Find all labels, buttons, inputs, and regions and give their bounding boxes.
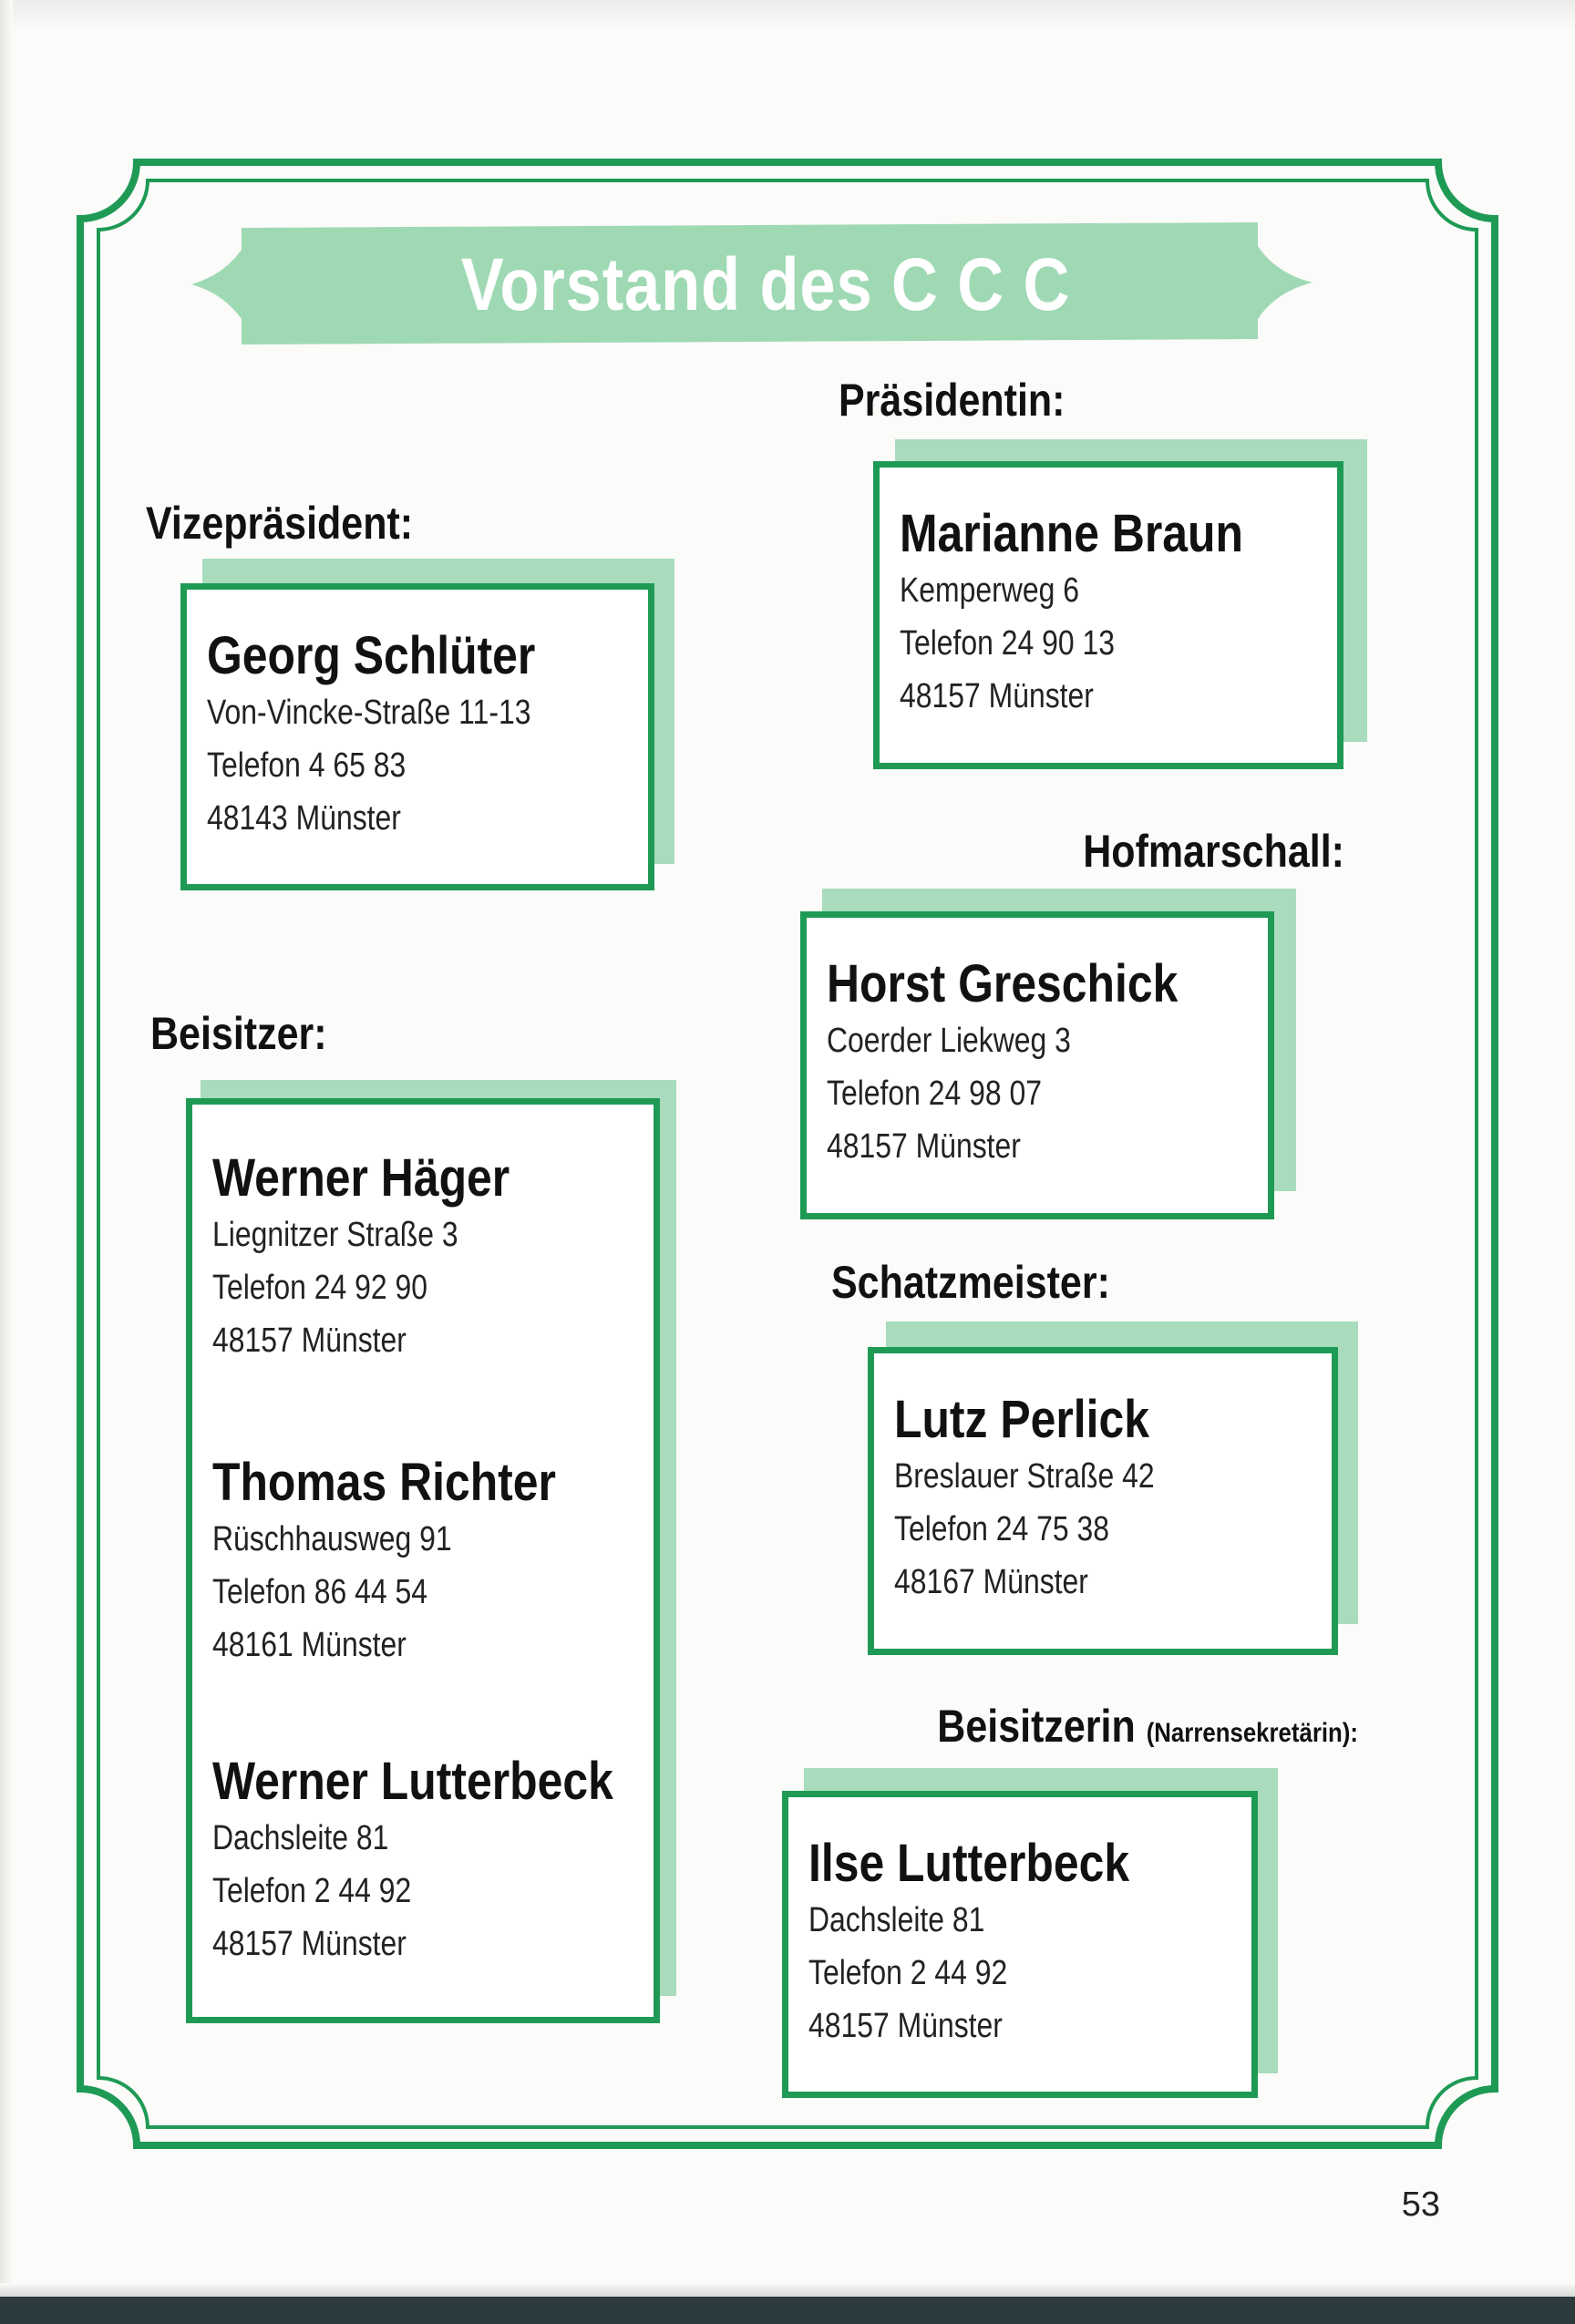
page-number: 53 xyxy=(1401,2185,1440,2224)
card-hofmarschall xyxy=(800,911,1274,1219)
person-phone: Telefon 24 90 13 xyxy=(900,624,1116,663)
role-schatzmeister: Schatzmeister: xyxy=(831,1257,1110,1308)
person-name: Marianne Braun xyxy=(900,504,1243,563)
person-phone: Telefon 24 92 90 xyxy=(212,1269,428,1307)
person-entry xyxy=(212,1752,678,1970)
role-beisitzerin-note: (Narrensekretärin): xyxy=(1146,1718,1358,1748)
role-beisitzerin-label: Beisitzerin xyxy=(937,1701,1136,1752)
person-entry xyxy=(808,1834,1181,2052)
role-hofmarschall: Hofmarschall: xyxy=(1083,826,1344,877)
card-praesidentin xyxy=(873,461,1343,769)
person-city: 48157 Münster xyxy=(212,1321,407,1360)
person-entry xyxy=(212,1148,558,1367)
person-entry xyxy=(212,1453,612,1671)
person-name: Thomas Richter xyxy=(212,1453,556,1512)
role-vizepraesident: Vizepräsident: xyxy=(146,498,414,549)
person-street: Dachsleite 81 xyxy=(212,1819,389,1857)
card-schatzmeister xyxy=(868,1347,1338,1655)
person-city: 48157 Münster xyxy=(808,2007,1003,2045)
person-name: Georg Schlüter xyxy=(207,626,536,685)
card-vizepraesident xyxy=(180,583,654,890)
person-street: Dachsleite 81 xyxy=(808,1901,985,1939)
person-street: Liegnitzer Straße 3 xyxy=(212,1216,458,1254)
person-entry xyxy=(207,626,592,845)
person-street: Coerder Liekweg 3 xyxy=(827,1022,1071,1060)
person-name: Ilse Lutterbeck xyxy=(808,1834,1130,1893)
person-street: Kemperweg 6 xyxy=(900,571,1079,610)
person-city: 48161 Münster xyxy=(212,1626,407,1664)
person-city: 48157 Münster xyxy=(900,677,1094,715)
person-city: 48157 Münster xyxy=(212,1925,407,1963)
person-name: Lutz Perlick xyxy=(894,1390,1149,1449)
card-beisitzer xyxy=(186,1098,660,2023)
person-phone: Telefon 24 75 38 xyxy=(894,1510,1110,1548)
person-entry xyxy=(827,954,1235,1173)
person-name: Horst Greschick xyxy=(827,954,1179,1013)
role-beisitzerin xyxy=(935,1700,1358,1753)
person-phone: Telefon 86 44 54 xyxy=(212,1573,428,1611)
page-title: Vorstand des C C C xyxy=(460,243,1071,326)
person-street: Rüschhausweg 91 xyxy=(212,1520,452,1558)
person-entry xyxy=(900,504,1299,723)
person-street: Von-Vincke-Straße 11-13 xyxy=(207,694,531,732)
person-phone: Telefon 4 65 83 xyxy=(207,746,407,785)
role-praesidentin: Präsidentin: xyxy=(839,375,1065,426)
person-city: 48157 Münster xyxy=(827,1127,1021,1166)
person-street: Breslauer Straße 42 xyxy=(894,1457,1155,1496)
role-beisitzer: Beisitzer: xyxy=(150,1008,327,1059)
person-name: Werner Häger xyxy=(212,1148,510,1208)
person-city: 48143 Münster xyxy=(207,799,401,838)
person-name: Werner Lutterbeck xyxy=(212,1752,613,1811)
person-phone: Telefon 24 98 07 xyxy=(827,1075,1043,1113)
person-entry xyxy=(894,1390,1204,1609)
person-phone: Telefon 2 44 92 xyxy=(212,1872,412,1910)
card-beisitzerin xyxy=(782,1791,1258,2098)
person-phone: Telefon 2 44 92 xyxy=(808,1954,1008,1992)
person-city: 48167 Münster xyxy=(894,1563,1088,1601)
